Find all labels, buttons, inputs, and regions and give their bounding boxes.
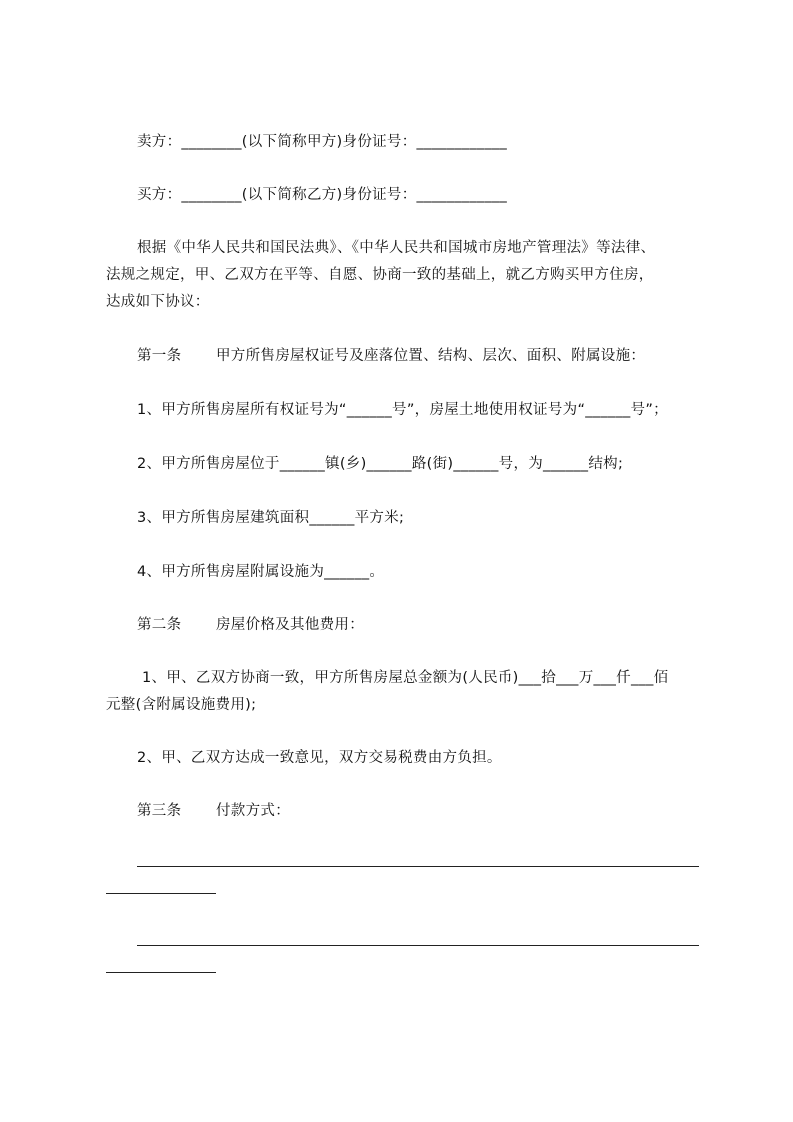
article-1-item-3: 3、甲方所售房屋建筑面积______平方米;	[137, 510, 405, 526]
article-1-item-2: 2、甲方所售房屋位于______镇(乡)______路(街)______号，为______结构;	[137, 456, 624, 472]
article-2-title: 房屋价格及其他费用：	[216, 617, 364, 633]
payment-blank-line-2a	[137, 945, 699, 946]
preamble-line-1: 根据《中华人民共和国民法典》、《中华人民共和国城市房地产管理法》等法律、	[137, 240, 656, 256]
article-2-number: 第二条	[137, 617, 182, 633]
article-1-item-4: 4、甲方所售房屋附属设施为______。	[137, 564, 385, 580]
seller-line: 卖方：________(以下简称甲方)身份证号：____________	[137, 134, 508, 150]
payment-blank-line-2b	[106, 972, 216, 973]
article-3-title: 付款方式：	[216, 803, 290, 819]
preamble-line-2: 法规之规定，甲、乙双方在平等、自愿、协商一致的基础上，就乙方购买甲方住房，	[106, 267, 654, 283]
article-2-item-2: 2、甲、乙双方达成一致意见，双方交易税费由方负担。	[137, 750, 502, 766]
payment-blank-line-1a	[137, 866, 699, 867]
article-2-item-1-line-2: 元整(含附属设施费用);	[106, 697, 257, 713]
buyer-line: 买方：________(以下简称乙方)身份证号：____________	[137, 187, 508, 203]
article-2-item-1-line-1: 1、甲、乙双方协商一致，甲方所售房屋总金额为(人民币)___拾___万___仟___佰	[142, 670, 669, 686]
payment-blank-line-1b	[106, 893, 216, 894]
preamble-line-3: 达成如下协议：	[106, 294, 210, 310]
article-3-number: 第三条	[137, 803, 182, 819]
article-1-item-1: 1、甲方所售房屋所有权证号为“______号”，房屋土地使用权证号为“______号”；	[137, 402, 668, 418]
article-1-title: 甲方所售房屋权证号及座落位置、结构、层次、面积、附属设施：	[216, 348, 646, 364]
article-1-number: 第一条	[137, 348, 182, 364]
